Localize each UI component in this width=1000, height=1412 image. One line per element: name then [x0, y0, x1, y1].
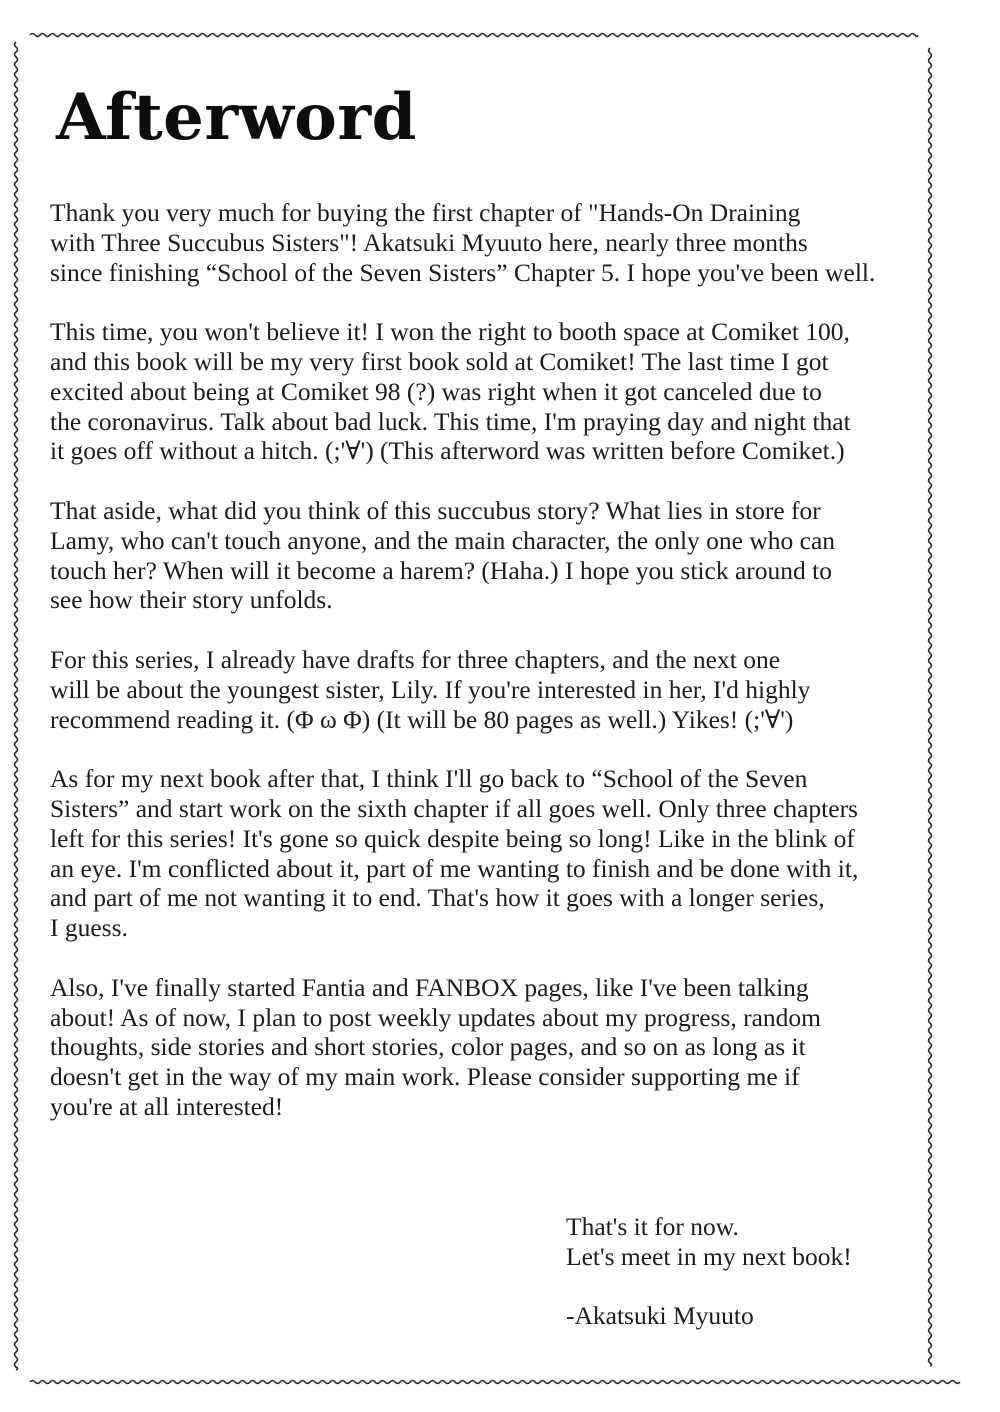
signoff-line: Let's meet in my next book!: [566, 1241, 852, 1271]
paragraph: [50, 645, 935, 734]
wavy-border-top: [30, 34, 918, 37]
text-line: Also, I've finally started Fantia and FANBOX pages, like I've been talking: [50, 972, 809, 1002]
text-line: doesn't get in the way of my main work. Please consider supporting me if: [50, 1062, 800, 1092]
text-line: recommend reading it. (Φ ω Φ) (It will be 80 pages as well.) Yikes! (;'∀'): [50, 704, 794, 734]
text-line: Lamy, who can't touch anyone, and the main character, the only one who can: [50, 525, 836, 555]
paragraph: [50, 198, 935, 287]
text-line: the coronavirus. Talk about bad luck. This time, I'm praying day and night that: [50, 406, 851, 436]
paragraph: [50, 764, 935, 943]
text-line: an eye. I'm conflicted about it, part of me wanting to finish and be done with it,: [50, 853, 859, 883]
text-line: excited about being at Comiket 98 (?) was right when it got canceled due to: [50, 376, 822, 406]
text-line: I guess.: [50, 913, 128, 943]
text-line: This time, you won't believe it! I won the right to booth space at Comiket 100,: [50, 317, 850, 347]
afterword-body: [50, 198, 935, 1152]
text-line: Thank you very much for buying the first chapter of "Hands-On Draining: [50, 198, 801, 227]
text-line: see how their story unfolds.: [50, 585, 333, 615]
paragraph: [50, 317, 935, 466]
text-line: it goes off without a hitch. (;'∀') (This afterword was written before Comiket.): [50, 436, 845, 466]
text-line: and this book will be my very first book sold at Comiket! The last time I got: [50, 346, 829, 376]
text-line: and part of me not wanting it to end. That's how it goes with a longer series,: [50, 883, 825, 913]
text-line: since finishing “School of the Seven Sisters” Chapter 5. I hope you've been well.: [50, 257, 876, 287]
text-line: about! As of now, I plan to post weekly updates about my progress, random: [50, 1002, 822, 1032]
text-line: left for this series! It's gone so quick despite being so long! Like in the blink of: [50, 823, 855, 853]
page-title: Afterword: [56, 80, 417, 155]
author-signature: -Akatsuki Myuuto: [566, 1301, 754, 1331]
signoff-line: That's it for now.: [566, 1212, 739, 1241]
wavy-border-left: [15, 42, 18, 1370]
text-line: Sisters” and start work on the sixth chapter if all goes well. Only three chapters: [50, 793, 858, 823]
signoff: [566, 1212, 852, 1331]
text-line: you're at all interested!: [50, 1091, 284, 1121]
wavy-border-bottom: [30, 1381, 960, 1384]
text-line: touch her? When will it become a harem? (Haha.) I hope you stick around to: [50, 555, 832, 585]
text-line: thoughts, side stories and short stories, color pages, and so on as long as it: [50, 1032, 806, 1062]
paragraph: [50, 973, 935, 1122]
paragraph: [50, 496, 935, 615]
text-line: will be about the youngest sister, Lily. If you're interested in her, I'd highly: [50, 674, 811, 704]
text-line: As for my next book after that, I think I'll go back to “School of the Seven: [50, 764, 808, 794]
text-line: For this series, I already have drafts for three chapters, and the next one: [50, 644, 781, 674]
text-line: That aside, what did you think of this succubus story? What lies in store for: [50, 495, 821, 525]
text-line: with Three Succubus Sisters"! Akatsuki Myuuto here, nearly three months: [50, 227, 808, 257]
signoff-spacer: [566, 1272, 852, 1302]
